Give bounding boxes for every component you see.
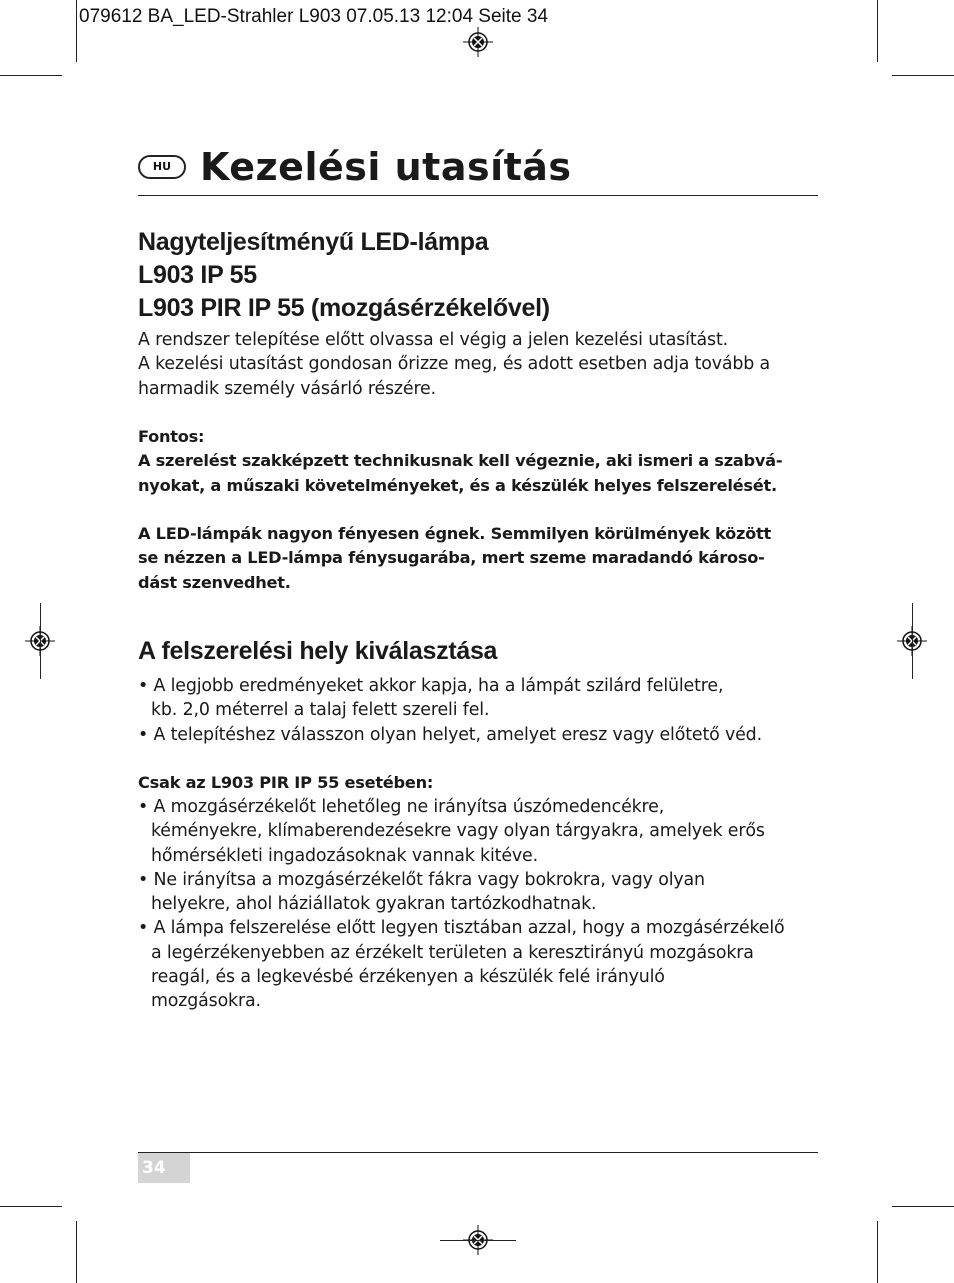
- section-heading: A felszerelési hely kiválasztása: [138, 637, 498, 665]
- list-item: • A lámpa felszerelése előtt legyen tisztában azzal, hogy a mozgásérzékelő: [138, 918, 785, 939]
- crop-mark-top-left-v: [76, 0, 77, 62]
- list-item: • A mozgásérzékelőt lehetőleg ne irányítsa úszómedencékre,: [138, 797, 665, 817]
- crop-mark-top-right-v: [877, 0, 878, 62]
- text-line: dást szenvedhet.: [138, 572, 291, 592]
- list-item: • A legjobb eredményeket akkor kapja, ha a lámpát szilárd felületre,: [138, 676, 724, 696]
- list-item-continuation: helyekre, ahol háziállatok gyakran tartózkodhatnak.: [151, 894, 597, 915]
- list-item-continuation: reagál, és a legkevésbé érzékenyen a készülék felé irányuló: [151, 967, 665, 988]
- list-item-continuation: kb. 2,0 méterrel a talaj felett szereli fel.: [151, 700, 490, 721]
- site-selection-list: [138, 674, 762, 747]
- product-heading-line: Nagyteljesítményű LED-lámpa: [138, 228, 489, 256]
- list-item-continuation: hőmérsékleti ingadozásoknak vannak kitéve.: [151, 845, 538, 866]
- crop-mark-bottom-left-v: [76, 1221, 77, 1283]
- title-row: [138, 141, 818, 193]
- list-item-continuation: kéményekre, klímaberendezésekre vagy olyan tárgyakra, amelyek erős: [151, 821, 765, 842]
- important-label: Fontos:: [138, 427, 205, 446]
- title-rule: [138, 195, 818, 196]
- pir-list: [138, 795, 785, 1014]
- pir-label: Csak az L903 PIR IP 55 esetében:: [138, 773, 434, 792]
- product-heading: [138, 226, 550, 325]
- registration-line-right: [912, 603, 913, 679]
- text-line: A szerelést szakképzett technikusnak kell végeznie, aki ismeri a szabvá-: [138, 451, 783, 471]
- text-line: A kezelési utasítást gondosan őrizze meg, és adott esetben adja tovább a: [138, 354, 771, 375]
- list-item-continuation: a legérzékenyebben az érzékelt területen a keresztirányú mozgásokra: [151, 942, 754, 963]
- crop-mark-bottom-left-h: [0, 1206, 62, 1207]
- language-badge: HU: [138, 155, 186, 179]
- text-line: A rendszer telepítése előtt olvassa el végig a jelen kezelési utasítást.: [138, 330, 728, 350]
- product-heading-line: L903 PIR IP 55 (mozgásérzékelővel): [138, 294, 550, 322]
- important-notice: [138, 425, 782, 498]
- registration-line-bottom: [440, 1240, 516, 1241]
- led-warning: [138, 522, 771, 595]
- footer-rule: [138, 1152, 818, 1153]
- text-line: harmadik személy vásárló részére.: [138, 378, 436, 399]
- list-item: • A telepítéshez válasszon olyan helyet, amelyet eresz vagy előtető véd.: [138, 724, 762, 745]
- list-item-continuation: mozgásokra.: [151, 991, 261, 1012]
- crop-mark-bottom-right-v: [877, 1221, 878, 1283]
- crop-mark-top-left-h: [0, 75, 62, 76]
- page-number: 34: [138, 1153, 190, 1183]
- intro-paragraph: [138, 328, 770, 401]
- page-title: Kezelési utasítás: [200, 145, 572, 189]
- registration-line-left: [40, 603, 41, 679]
- registration-mark-top-icon: [463, 27, 493, 57]
- text-line: nyokat, a műszaki követelményeket, és a készülék helyes felszerelését.: [138, 475, 777, 495]
- crop-mark-top-right-h: [892, 75, 954, 76]
- print-slug: 079612 BA_LED-Strahler L903 07.05.13 12:04 Seite 34: [79, 6, 549, 27]
- text-line: A LED-lámpák nagyon fényesen égnek. Semmilyen körülmények között: [138, 524, 772, 543]
- text-line: se nézzen a LED-lámpa fénysugarába, mert szeme maradandó károso-: [138, 548, 765, 568]
- product-heading-line: L903 IP 55: [138, 261, 257, 289]
- crop-mark-bottom-right-h: [892, 1206, 954, 1207]
- list-item: • Ne irányítsa a mozgásérzékelőt fákra vagy bokrokra, vagy olyan: [138, 869, 705, 890]
